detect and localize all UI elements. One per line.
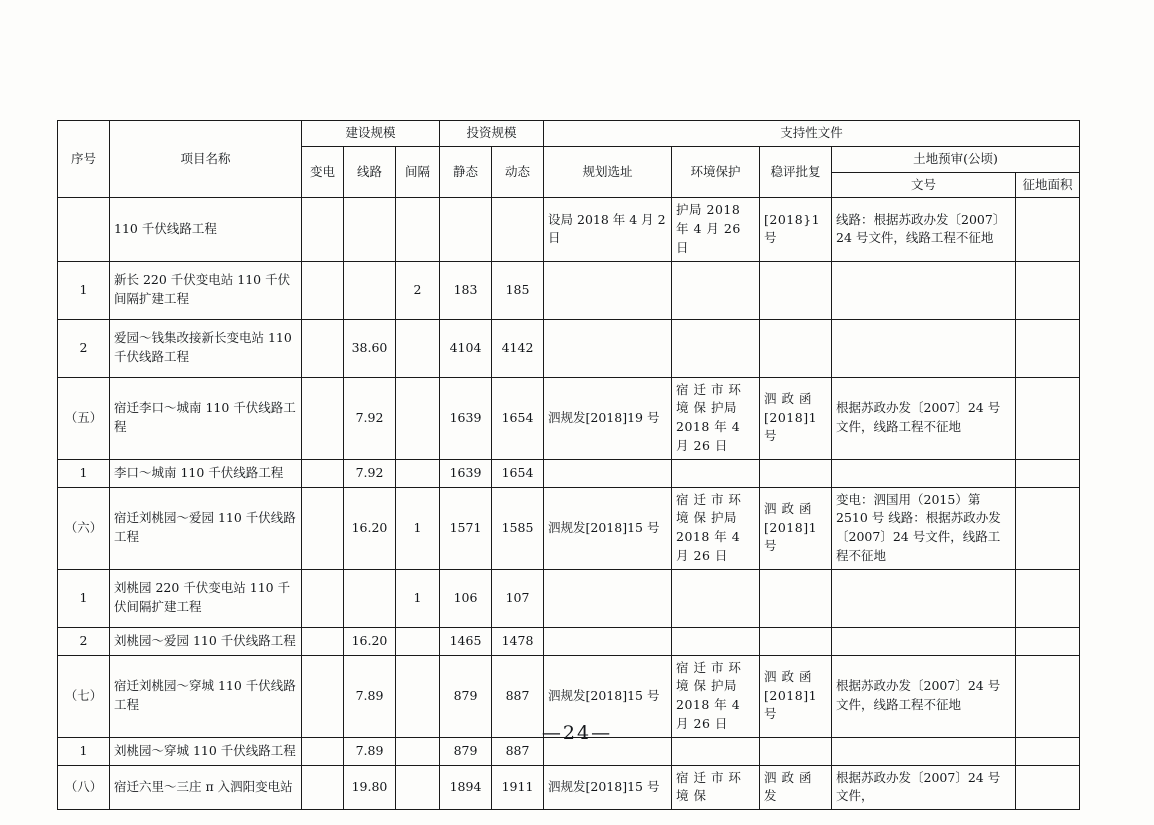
cell-dynamic: 185 [492, 261, 544, 319]
cell-transformer [302, 487, 344, 569]
cell-environment: 护局 2018 年 4 月 26 日 [672, 198, 760, 261]
cell-doc-number [832, 261, 1016, 319]
cell-environment [672, 627, 760, 655]
cell-doc-number: 根据苏政办发〔2007〕24 号文件，线路工程不征地 [832, 377, 1016, 459]
cell-dynamic [492, 198, 544, 261]
cell-interval [396, 765, 440, 810]
cell-static [440, 198, 492, 261]
cell-interval: 1 [396, 487, 440, 569]
cell-stability-reply [760, 319, 832, 377]
cell-site-planning: 泗规发[2018]19 号 [544, 377, 672, 459]
header-construction-scale: 建设规模 [302, 121, 440, 147]
cell-environment: 宿 迁 市 环 境 保 护局 2018 年 4 月 26 日 [672, 655, 760, 737]
cell-static: 879 [440, 737, 492, 765]
cell-dynamic: 1654 [492, 459, 544, 487]
cell-interval [396, 319, 440, 377]
cell-stability-reply: 泗 政 函[2018]1 号 [760, 377, 832, 459]
cell-environment [672, 459, 760, 487]
cell-dynamic: 887 [492, 737, 544, 765]
cell-static: 1639 [440, 377, 492, 459]
cell-line: 7.89 [344, 737, 396, 765]
cell-seq: （五） [58, 377, 110, 459]
cell-interval: 2 [396, 261, 440, 319]
cell-dynamic: 887 [492, 655, 544, 737]
cell-line: 16.20 [344, 627, 396, 655]
header-doc-number: 文号 [832, 172, 1016, 198]
table-row [58, 261, 1080, 319]
table-row [58, 765, 1080, 810]
cell-seq: 1 [58, 459, 110, 487]
cell-project-name: 爱园～钱集改接新长变电站 110 千伏线路工程 [110, 319, 302, 377]
cell-dynamic: 107 [492, 569, 544, 627]
cell-project-name: 刘桃园 220 千伏变电站 110 千伏间隔扩建工程 [110, 569, 302, 627]
cell-seq: 2 [58, 627, 110, 655]
cell-land-area [1016, 377, 1080, 459]
header-site-planning: 规划选址 [544, 146, 672, 198]
header-investment-scale: 投资规模 [440, 121, 544, 147]
cell-transformer [302, 261, 344, 319]
cell-project-name: 110 千伏线路工程 [110, 198, 302, 261]
cell-site-planning [544, 569, 672, 627]
table-row [58, 377, 1080, 459]
cell-seq: （八） [58, 765, 110, 810]
cell-site-planning [544, 627, 672, 655]
cell-site-planning: 设局 2018 年 4 月 2 日 [544, 198, 672, 261]
table-header-row-1 [58, 121, 1080, 147]
cell-interval [396, 627, 440, 655]
cell-doc-number [832, 459, 1016, 487]
cell-interval: 1 [396, 569, 440, 627]
cell-stability-reply: [2018}1 号 [760, 198, 832, 261]
table-row [58, 198, 1080, 261]
cell-doc-number: 根据苏政办发〔2007〕24 号文件，线路工程不征地 [832, 655, 1016, 737]
cell-line: 7.89 [344, 655, 396, 737]
cell-line: 19.80 [344, 765, 396, 810]
cell-site-planning: 泗规发[2018]15 号 [544, 765, 672, 810]
cell-seq: （六） [58, 487, 110, 569]
cell-seq [58, 198, 110, 261]
cell-interval [396, 459, 440, 487]
cell-static: 1571 [440, 487, 492, 569]
header-land-area: 征地面积 [1016, 172, 1080, 198]
cell-project-name: 宿迁六里～三庄 π 入泗阳变电站 [110, 765, 302, 810]
cell-interval [396, 377, 440, 459]
header-static: 静态 [440, 146, 492, 198]
cell-seq: 2 [58, 319, 110, 377]
cell-line: 38.60 [344, 319, 396, 377]
header-interval: 间隔 [396, 146, 440, 198]
header-stability-reply: 稳评批复 [760, 146, 832, 198]
cell-transformer [302, 198, 344, 261]
cell-dynamic: 4142 [492, 319, 544, 377]
cell-site-planning [544, 459, 672, 487]
cell-project-name: 新长 220 千伏变电站 110 千伏间隔扩建工程 [110, 261, 302, 319]
cell-project-name: 李口～城南 110 千伏线路工程 [110, 459, 302, 487]
header-line: 线路 [344, 146, 396, 198]
cell-project-name: 宿迁刘桃园～穿城 110 千伏线路工程 [110, 655, 302, 737]
cell-dynamic: 1478 [492, 627, 544, 655]
cell-site-planning [544, 319, 672, 377]
cell-stability-reply: 泗 政 函[2018]1 号 [760, 655, 832, 737]
cell-project-name: 宿迁李口～城南 110 千伏线路工程 [110, 377, 302, 459]
cell-dynamic: 1911 [492, 765, 544, 810]
table-row [58, 627, 1080, 655]
cell-land-area [1016, 459, 1080, 487]
table-row [58, 319, 1080, 377]
cell-land-area [1016, 261, 1080, 319]
cell-land-area [1016, 487, 1080, 569]
cell-environment: 宿 迁 市 环 境 保 护局 2018 年 4 月 26 日 [672, 487, 760, 569]
cell-doc-number: 根据苏政办发〔2007〕24 号文件， [832, 765, 1016, 810]
cell-line: 7.92 [344, 459, 396, 487]
cell-project-name: 宿迁刘桃园～爱园 110 千伏线路工程 [110, 487, 302, 569]
header-seq: 序号 [58, 121, 110, 198]
cell-doc-number: 线路：根据苏政办发〔2007〕24 号文件，线路工程不征地 [832, 198, 1016, 261]
table-row [58, 487, 1080, 569]
cell-stability-reply: 泗 政 函[2018]1 号 [760, 487, 832, 569]
cell-line [344, 198, 396, 261]
cell-stability-reply [760, 569, 832, 627]
cell-static: 879 [440, 655, 492, 737]
cell-project-name: 刘桃园～爱园 110 千伏线路工程 [110, 627, 302, 655]
cell-transformer [302, 319, 344, 377]
cell-land-area [1016, 627, 1080, 655]
cell-interval [396, 198, 440, 261]
cell-transformer [302, 627, 344, 655]
cell-seq: 1 [58, 737, 110, 765]
cell-environment [672, 261, 760, 319]
cell-stability-reply [760, 627, 832, 655]
cell-static: 1894 [440, 765, 492, 810]
cell-stability-reply: 泗 政 函 发 [760, 765, 832, 810]
header-dynamic: 动态 [492, 146, 544, 198]
cell-doc-number [832, 627, 1016, 655]
cell-environment [672, 569, 760, 627]
table-body [58, 121, 1080, 810]
header-land-review: 土地预审(公顷) [832, 146, 1080, 172]
cell-static: 106 [440, 569, 492, 627]
cell-static: 1639 [440, 459, 492, 487]
cell-doc-number [832, 569, 1016, 627]
cell-dynamic: 1654 [492, 377, 544, 459]
table-row [58, 459, 1080, 487]
header-transformer: 变电 [302, 146, 344, 198]
cell-transformer [302, 765, 344, 810]
cell-line [344, 261, 396, 319]
page-number: —24— [541, 722, 613, 744]
cell-static: 183 [440, 261, 492, 319]
cell-project-name: 刘桃园～穿城 110 千伏线路工程 [110, 737, 302, 765]
cell-transformer [302, 377, 344, 459]
cell-land-area [1016, 569, 1080, 627]
cell-site-planning [544, 261, 672, 319]
header-supporting-documents: 支持性文件 [544, 121, 1080, 147]
cell-static: 1465 [440, 627, 492, 655]
header-environment: 环境保护 [672, 146, 760, 198]
cell-stability-reply [760, 261, 832, 319]
cell-dynamic: 1585 [492, 487, 544, 569]
cell-environment: 宿 迁 市 环 境 保 [672, 765, 760, 810]
cell-environment [672, 319, 760, 377]
cell-line [344, 569, 396, 627]
cell-transformer [302, 569, 344, 627]
cell-line: 7.92 [344, 377, 396, 459]
header-project-name: 项目名称 [110, 121, 302, 198]
cell-transformer [302, 459, 344, 487]
cell-land-area [1016, 319, 1080, 377]
engineering-projects-table [57, 120, 1080, 810]
cell-doc-number: 变电：泗国用（2015）第 2510 号 线路：根据苏政办发〔2007〕24 号文件，线路工程不征地 [832, 487, 1016, 569]
cell-seq: （七） [58, 655, 110, 737]
cell-land-area [1016, 765, 1080, 810]
cell-seq: 1 [58, 261, 110, 319]
cell-site-planning: 泗规发[2018]15 号 [544, 655, 672, 737]
cell-land-area [1016, 198, 1080, 261]
cell-static: 4104 [440, 319, 492, 377]
table-container [57, 120, 1073, 810]
cell-doc-number [832, 319, 1016, 377]
cell-line: 16.20 [344, 487, 396, 569]
cell-seq: 1 [58, 569, 110, 627]
cell-site-planning: 泗规发[2018]15 号 [544, 487, 672, 569]
table-row [58, 569, 1080, 627]
cell-environment: 宿 迁 市 环 境 保 护局 2018 年 4 月 26 日 [672, 377, 760, 459]
cell-stability-reply [760, 459, 832, 487]
